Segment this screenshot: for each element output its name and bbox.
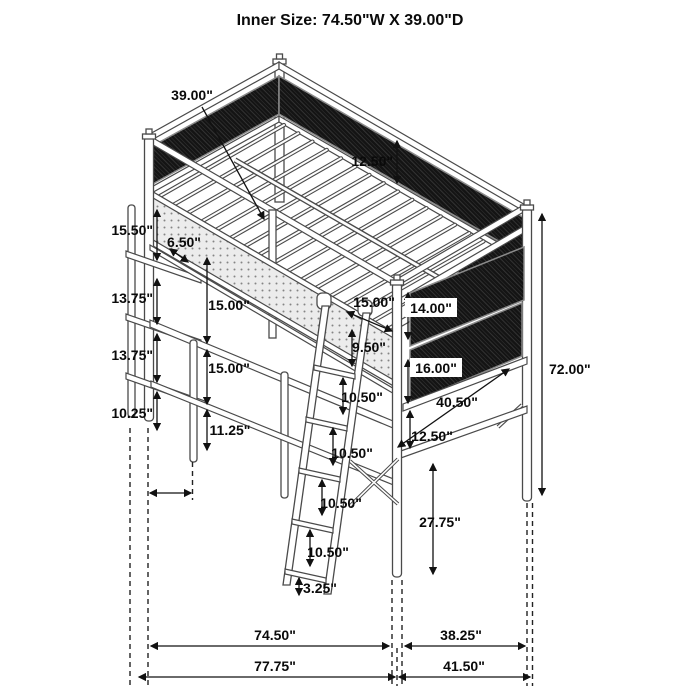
dim-rail-to-floor: 27.75" bbox=[419, 514, 461, 530]
dim-outer-width: 77.75" bbox=[254, 658, 296, 674]
dim-inner-width: 74.50" bbox=[254, 627, 296, 643]
dim-shelf-post-bottom-gap: 10.25" bbox=[111, 405, 153, 421]
dim-panel-lower-height: 16.00" bbox=[415, 360, 457, 376]
dim-panel-upper-height: 14.00" bbox=[410, 300, 452, 316]
dim-ladder-top-gap: 9.50" bbox=[352, 339, 386, 355]
dim-desk-rail-gap: 12.50" bbox=[411, 428, 453, 444]
dim-guardrail-height: 12.50" bbox=[351, 153, 393, 169]
dim-desk-clearance-upper: 15.00" bbox=[208, 297, 250, 313]
dim-overall-height: 72.00" bbox=[549, 361, 591, 377]
dim-rung-gap-3: 10.50" bbox=[320, 495, 362, 511]
bed-structure bbox=[126, 54, 534, 594]
left-post bbox=[143, 129, 156, 421]
dim-rung-gap-1: 10.50" bbox=[341, 389, 383, 405]
dim-rung-gap-2: 10.50" bbox=[331, 445, 373, 461]
dim-rung-gap-4: 10.50" bbox=[307, 544, 349, 560]
dim-inner-depth: 39.00" bbox=[171, 87, 213, 103]
dim-ladder-inset: 15.00" bbox=[353, 294, 395, 310]
dim-right-desk-length: 40.50" bbox=[436, 394, 478, 410]
dim-desk-depth-inner: 38.25" bbox=[440, 627, 482, 643]
dim-ladder-foot-height: 3.25" bbox=[303, 580, 337, 596]
dim-shelf-gap-3: 13.75" bbox=[111, 347, 153, 363]
dim-desk-clearance-lower: 15.00" bbox=[208, 360, 250, 376]
dim-shelf-gap-2: 13.75" bbox=[111, 290, 153, 306]
page-title: Inner Size: 74.50"W X 39.00"D bbox=[236, 12, 464, 29]
dim-leg-bottom-height: 11.25" bbox=[209, 422, 251, 438]
front-post bbox=[391, 275, 404, 577]
dim-shelf-depth: 6.50" bbox=[167, 234, 201, 250]
dim-desk-depth-outer: 41.50" bbox=[443, 658, 485, 674]
dim-shelf-gap-top: 15.50" bbox=[111, 222, 153, 238]
